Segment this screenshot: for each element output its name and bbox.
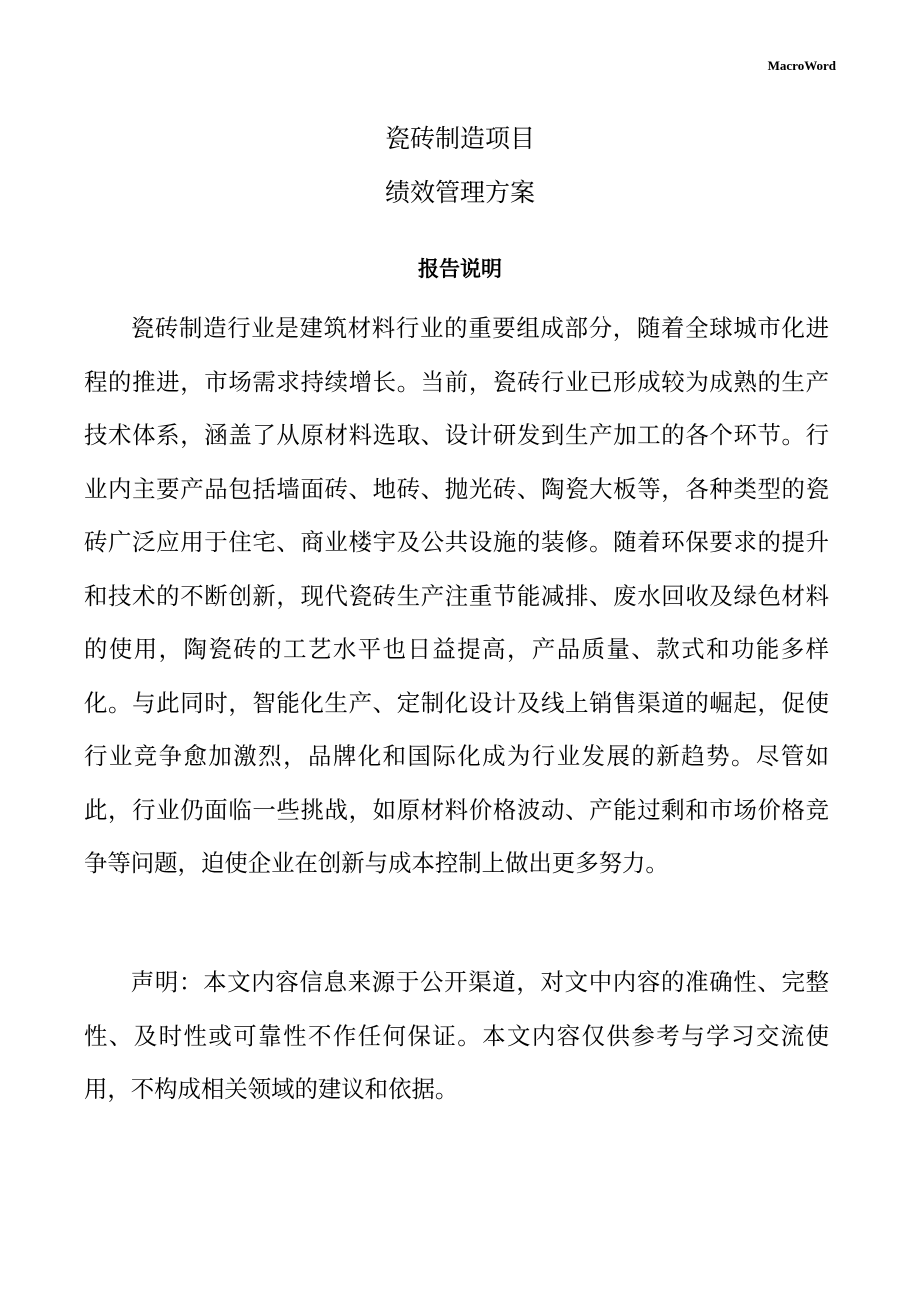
intro-paragraph: 瓷砖制造行业是建筑材料行业的重要组成部分，随着全球城市化进程的推进，市场需求持续增长。当前，瓷砖行业已形成较为成熟的生产技术体系，涵盖了从原材料选取、设计研发到生产加工的各个环节。行业内主要产品包括墙面砖、地砖、抛光砖、陶瓷大板等，各种类型的瓷砖广泛应用于住宅、商业楼宇及公共设施的装修。随着环保要求的提升和技术的不断创新，现代瓷砖生产注重节能减排、废水回收及绿色材料的使用，陶瓷砖的工艺水平也日益提高，产品质量、款式和功能多样化。与此同时，智能化生产、定制化设计及线上销售渠道的崛起，促使行业竞争愈加激烈，品牌化和国际化成为行业发展的新趋势。尽管如此，行业仍面临一些挑战，如原材料价格波动、产能过剩和市场价格竞争等问题，迫使企业在创新与成本控制上做出更多努力。 — [84, 314, 829, 877]
section-heading: 报告说明 — [418, 257, 502, 281]
disclaimer-paragraph: 声明：本文内容信息来源于公开渠道，对文中内容的准确性、完整性、及时性或可靠性不作任何保证。本文内容仅供参考与学习交流使用，不构成相关领域的建议和依据。 — [84, 968, 829, 1103]
header-brand: MacroWord — [767, 58, 836, 73]
document-title-line-2: 绩效管理方案 — [384, 178, 535, 207]
document-title-line-1: 瓷砖制造项目 — [384, 124, 535, 153]
